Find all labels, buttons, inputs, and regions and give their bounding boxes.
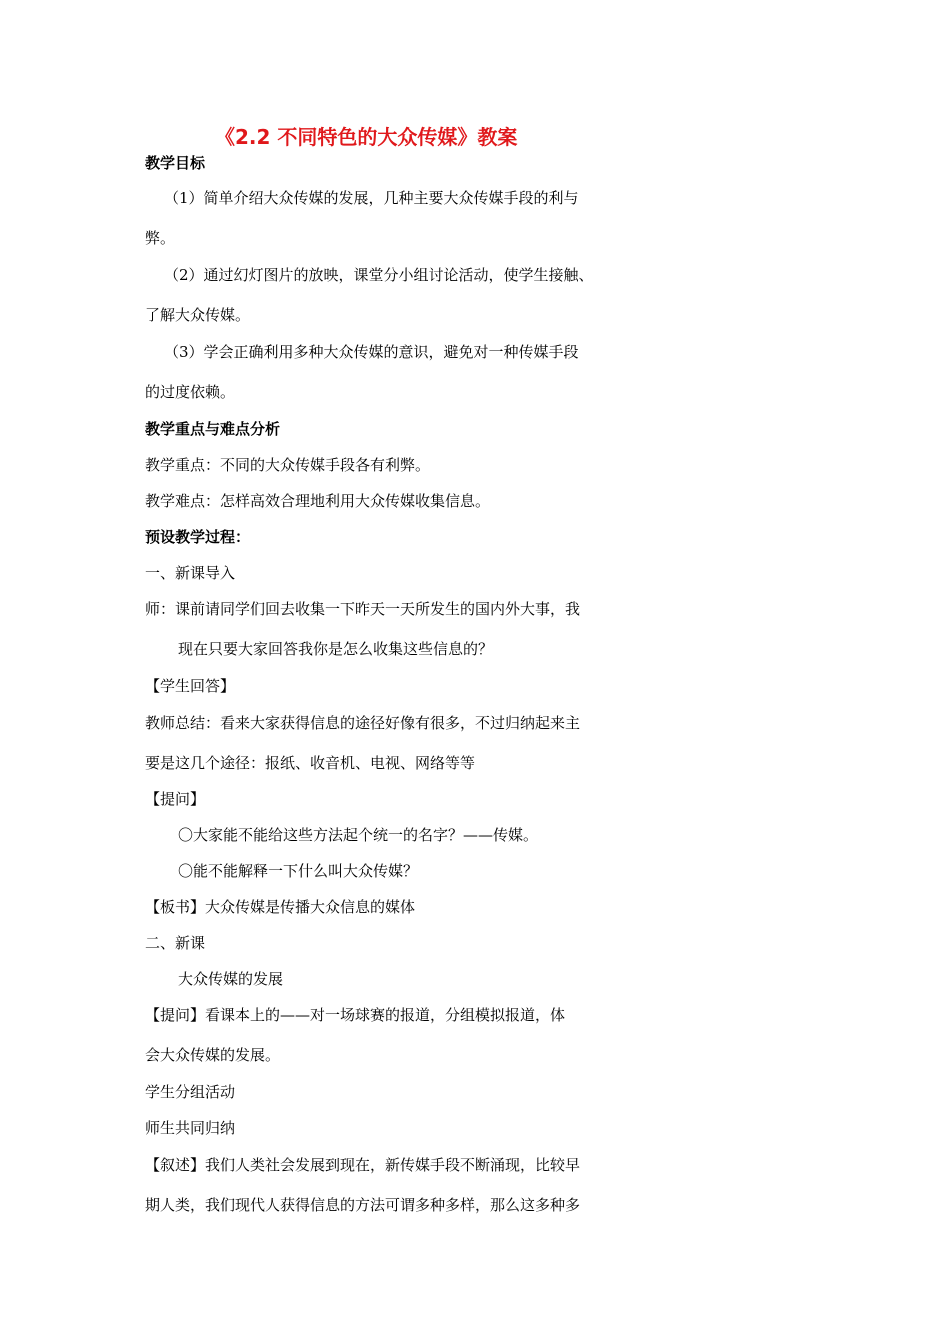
subtitle-media-development: 大众传媒的发展 bbox=[178, 970, 284, 988]
narrate-line-1: 【叙述】我们人类社会发展到现在，新传媒手段不断涌现，比较早 bbox=[145, 1156, 581, 1174]
objective-3-line-1: （3）学会正确利用多种大众传媒的意识，避免对一种传媒手段 bbox=[164, 343, 579, 361]
question-tag: 【提问】 bbox=[145, 790, 206, 808]
narrate-line-2: 期人类，我们现代人获得信息的方法可谓多种多样，那么这多种多 bbox=[145, 1196, 581, 1214]
difficult-point: 教学难点：怎样高效合理地利用大众传媒收集信息。 bbox=[145, 492, 491, 510]
summary-line-1: 教师总结：看来大家获得信息的途径好像有很多，不过归纳起来主 bbox=[145, 714, 581, 732]
heading-teaching-process: 预设教学过程： bbox=[145, 528, 251, 546]
objective-2-line-2: 了解大众传媒。 bbox=[145, 306, 251, 324]
question-3-line-1: 【提问】看课本上的——对一场球赛的报道，分组模拟报道，体 bbox=[145, 1006, 566, 1024]
heading-key-difficult-points: 教学重点与难点分析 bbox=[145, 420, 281, 438]
part-2-title: 二、新课 bbox=[145, 934, 206, 952]
student-answer: 【学生回答】 bbox=[145, 677, 236, 695]
teacher-line-1: 师：课前请同学们回去收集一下昨天一天所发生的国内外大事，我 bbox=[145, 600, 581, 618]
question-3-line-2: 会大众传媒的发展。 bbox=[145, 1046, 281, 1064]
student-group-activity: 学生分组活动 bbox=[145, 1083, 236, 1101]
objective-1-line-1: （1）简单介绍大众传媒的发展，几种主要大众传媒手段的利与 bbox=[164, 189, 579, 207]
heading-teaching-objectives: 教学目标 bbox=[145, 154, 206, 172]
summary-line-2: 要是这几个途径：报纸、收音机、电视、网络等等 bbox=[145, 754, 476, 772]
document-title: 《2.2 不同特色的大众传媒》教案 bbox=[215, 125, 518, 149]
objective-1-line-2: 弊。 bbox=[145, 229, 176, 247]
objective-3-line-2: 的过度依赖。 bbox=[145, 383, 236, 401]
teacher-line-2: 现在只要大家回答我你是怎么收集这些信息的？ bbox=[178, 640, 494, 658]
board-note: 【板书】大众传媒是传播大众信息的媒体 bbox=[145, 898, 416, 916]
key-point: 教学重点：不同的大众传媒手段各有利弊。 bbox=[145, 456, 431, 474]
question-1: 〇大家能不能给这些方法起个统一的名字？——传媒。 bbox=[178, 826, 539, 844]
objective-2-line-1: （2）通过幻灯图片的放映，课堂分小组讨论活动，使学生接触、 bbox=[164, 266, 594, 284]
joint-conclusion: 师生共同归纳 bbox=[145, 1119, 236, 1137]
part-1-title: 一、新课导入 bbox=[145, 564, 236, 582]
question-2: 〇能不能解释一下什么叫大众传媒？ bbox=[178, 862, 419, 880]
